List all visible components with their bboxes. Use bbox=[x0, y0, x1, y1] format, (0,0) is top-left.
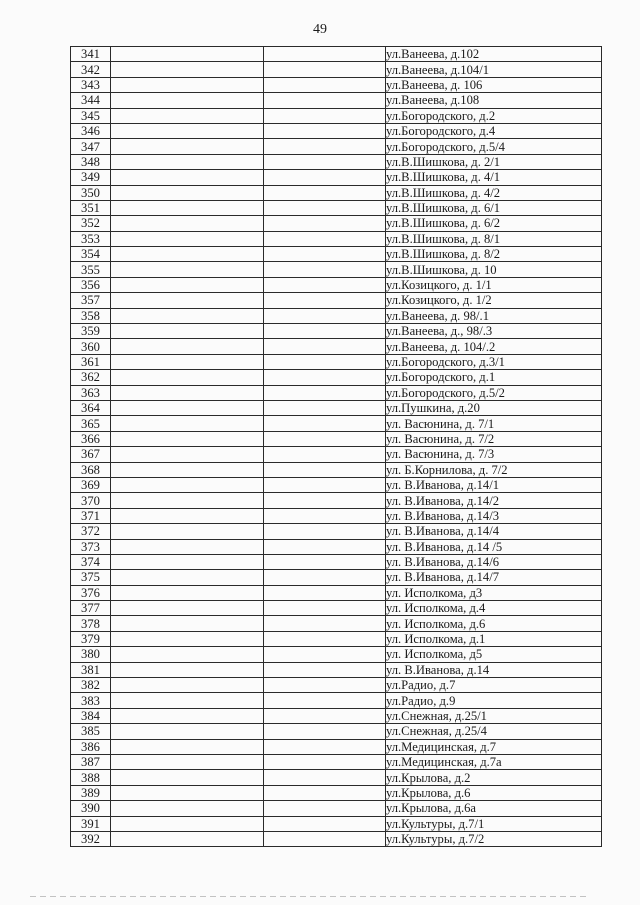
table-row bbox=[71, 354, 602, 369]
table-row bbox=[71, 554, 602, 569]
address-cell: ул. Исполкома, д3 bbox=[386, 585, 602, 600]
empty-cell bbox=[264, 754, 386, 769]
table-row bbox=[71, 693, 602, 708]
row-number: 346 bbox=[71, 123, 111, 138]
row-number: 342 bbox=[71, 62, 111, 77]
empty-cell bbox=[111, 708, 264, 723]
row-number: 369 bbox=[71, 477, 111, 492]
row-number: 341 bbox=[71, 47, 111, 62]
table-row bbox=[71, 47, 602, 62]
address-cell: ул.Культуры, д.7/1 bbox=[386, 816, 602, 831]
address-cell: ул.В.Шишкова, д. 8/1 bbox=[386, 231, 602, 246]
empty-cell bbox=[111, 616, 264, 631]
address-cell: ул. В.Иванова, д.14 /5 bbox=[386, 539, 602, 554]
row-number: 385 bbox=[71, 724, 111, 739]
empty-cell bbox=[264, 123, 386, 138]
row-number: 345 bbox=[71, 108, 111, 123]
empty-cell bbox=[264, 770, 386, 785]
empty-cell bbox=[111, 247, 264, 262]
empty-cell bbox=[264, 247, 386, 262]
address-cell: ул. В.Иванова, д.14/3 bbox=[386, 508, 602, 523]
empty-cell bbox=[111, 585, 264, 600]
address-table-body bbox=[71, 47, 602, 847]
table-row bbox=[71, 678, 602, 693]
table-row bbox=[71, 247, 602, 262]
address-cell: ул.Медицинская, д.7а bbox=[386, 754, 602, 769]
empty-cell bbox=[111, 93, 264, 108]
empty-cell bbox=[264, 524, 386, 539]
row-number: 371 bbox=[71, 508, 111, 523]
empty-cell bbox=[111, 493, 264, 508]
empty-cell bbox=[111, 647, 264, 662]
empty-cell bbox=[111, 308, 264, 323]
empty-cell bbox=[111, 231, 264, 246]
table-row bbox=[71, 816, 602, 831]
table-row bbox=[71, 277, 602, 292]
empty-cell bbox=[111, 631, 264, 646]
table-row bbox=[71, 647, 602, 662]
address-cell: ул. В.Иванова, д.14 bbox=[386, 662, 602, 677]
table-row bbox=[71, 339, 602, 354]
table-row bbox=[71, 123, 602, 138]
empty-cell bbox=[111, 739, 264, 754]
row-number: 365 bbox=[71, 416, 111, 431]
table-row bbox=[71, 585, 602, 600]
table-row bbox=[71, 308, 602, 323]
table-row bbox=[71, 708, 602, 723]
row-number: 366 bbox=[71, 431, 111, 446]
empty-cell bbox=[111, 601, 264, 616]
empty-cell bbox=[111, 339, 264, 354]
table-row bbox=[71, 93, 602, 108]
address-cell: ул. Б.Корнилова, д. 7/2 bbox=[386, 462, 602, 477]
empty-cell bbox=[111, 139, 264, 154]
address-cell: ул.В.Шишкова, д. 4/2 bbox=[386, 185, 602, 200]
empty-cell bbox=[111, 724, 264, 739]
table-row bbox=[71, 108, 602, 123]
empty-cell bbox=[264, 447, 386, 462]
address-cell: ул.Ванеева, д. 106 bbox=[386, 77, 602, 92]
address-cell: ул.Богородского, д.5/2 bbox=[386, 385, 602, 400]
address-cell: ул. В.Иванова, д.14/4 bbox=[386, 524, 602, 539]
empty-cell bbox=[111, 431, 264, 446]
empty-cell bbox=[264, 62, 386, 77]
empty-cell bbox=[264, 831, 386, 846]
row-number: 357 bbox=[71, 293, 111, 308]
empty-cell bbox=[264, 385, 386, 400]
table-row bbox=[71, 508, 602, 523]
empty-cell bbox=[111, 385, 264, 400]
table-row bbox=[71, 631, 602, 646]
row-number: 367 bbox=[71, 447, 111, 462]
empty-cell bbox=[111, 185, 264, 200]
empty-cell bbox=[264, 739, 386, 754]
row-number: 344 bbox=[71, 93, 111, 108]
table-row bbox=[71, 200, 602, 215]
row-number: 361 bbox=[71, 354, 111, 369]
empty-cell bbox=[264, 493, 386, 508]
address-cell: ул.Богородского, д.1 bbox=[386, 370, 602, 385]
empty-cell bbox=[264, 139, 386, 154]
address-cell: ул.Богородского, д.4 bbox=[386, 123, 602, 138]
empty-cell bbox=[264, 554, 386, 569]
empty-cell bbox=[264, 216, 386, 231]
address-cell: ул.Крылова, д.2 bbox=[386, 770, 602, 785]
empty-cell bbox=[264, 801, 386, 816]
empty-cell bbox=[111, 801, 264, 816]
table-row bbox=[71, 477, 602, 492]
empty-cell bbox=[264, 154, 386, 169]
empty-cell bbox=[264, 262, 386, 277]
empty-cell bbox=[264, 678, 386, 693]
empty-cell bbox=[264, 339, 386, 354]
address-cell: ул. Васюнина, д. 7/3 bbox=[386, 447, 602, 462]
empty-cell bbox=[111, 570, 264, 585]
address-cell: ул. Васюнина, д. 7/2 bbox=[386, 431, 602, 446]
empty-cell bbox=[264, 231, 386, 246]
empty-cell bbox=[264, 708, 386, 723]
row-number: 372 bbox=[71, 524, 111, 539]
row-number: 376 bbox=[71, 585, 111, 600]
empty-cell bbox=[264, 185, 386, 200]
empty-cell bbox=[264, 601, 386, 616]
address-cell: ул. В.Иванова, д.14/2 bbox=[386, 493, 602, 508]
scan-artifact-line bbox=[30, 896, 590, 897]
empty-cell bbox=[111, 539, 264, 554]
empty-cell bbox=[111, 47, 264, 62]
empty-cell bbox=[264, 354, 386, 369]
row-number: 362 bbox=[71, 370, 111, 385]
address-cell: ул.Богородского, д.3/1 bbox=[386, 354, 602, 369]
table-row bbox=[71, 231, 602, 246]
empty-cell bbox=[111, 324, 264, 339]
empty-cell bbox=[111, 108, 264, 123]
address-cell: ул.Снежная, д.25/1 bbox=[386, 708, 602, 723]
address-cell: ул.Ванеева, д. 98/.1 bbox=[386, 308, 602, 323]
table-row bbox=[71, 785, 602, 800]
empty-cell bbox=[264, 585, 386, 600]
empty-cell bbox=[111, 524, 264, 539]
empty-cell bbox=[111, 447, 264, 462]
table-row bbox=[71, 185, 602, 200]
address-cell: ул.В.Шишкова, д. 6/2 bbox=[386, 216, 602, 231]
row-number: 348 bbox=[71, 154, 111, 169]
empty-cell bbox=[111, 816, 264, 831]
empty-cell bbox=[264, 462, 386, 477]
empty-cell bbox=[264, 77, 386, 92]
empty-cell bbox=[111, 77, 264, 92]
empty-cell bbox=[111, 277, 264, 292]
empty-cell bbox=[111, 678, 264, 693]
row-number: 349 bbox=[71, 170, 111, 185]
row-number: 370 bbox=[71, 493, 111, 508]
table-row bbox=[71, 293, 602, 308]
empty-cell bbox=[264, 631, 386, 646]
row-number: 364 bbox=[71, 400, 111, 415]
empty-cell bbox=[264, 616, 386, 631]
empty-cell bbox=[111, 293, 264, 308]
table-row bbox=[71, 493, 602, 508]
empty-cell bbox=[264, 370, 386, 385]
empty-cell bbox=[111, 170, 264, 185]
row-number: 368 bbox=[71, 462, 111, 477]
empty-cell bbox=[111, 154, 264, 169]
table-row bbox=[71, 524, 602, 539]
empty-cell bbox=[111, 770, 264, 785]
address-table bbox=[70, 46, 602, 847]
empty-cell bbox=[111, 62, 264, 77]
empty-cell bbox=[264, 785, 386, 800]
empty-cell bbox=[264, 400, 386, 415]
address-cell: ул.Медицинская, д.7 bbox=[386, 739, 602, 754]
empty-cell bbox=[111, 693, 264, 708]
empty-cell bbox=[264, 508, 386, 523]
row-number: 347 bbox=[71, 139, 111, 154]
row-number: 387 bbox=[71, 754, 111, 769]
table-row bbox=[71, 262, 602, 277]
empty-cell bbox=[111, 554, 264, 569]
address-cell: ул.Радио, д.7 bbox=[386, 678, 602, 693]
address-cell: ул.Ванеева, д.102 bbox=[386, 47, 602, 62]
table-row bbox=[71, 154, 602, 169]
table-row bbox=[71, 400, 602, 415]
table-row bbox=[71, 416, 602, 431]
table-row bbox=[71, 739, 602, 754]
table-row bbox=[71, 216, 602, 231]
empty-cell bbox=[111, 416, 264, 431]
empty-cell bbox=[264, 308, 386, 323]
empty-cell bbox=[111, 262, 264, 277]
empty-cell bbox=[264, 416, 386, 431]
row-number: 343 bbox=[71, 77, 111, 92]
row-number: 378 bbox=[71, 616, 111, 631]
table-row bbox=[71, 662, 602, 677]
table-row bbox=[71, 77, 602, 92]
row-number: 391 bbox=[71, 816, 111, 831]
address-cell: ул. Исполкома, д.6 bbox=[386, 616, 602, 631]
row-number: 363 bbox=[71, 385, 111, 400]
address-cell: ул. В.Иванова, д.14/7 bbox=[386, 570, 602, 585]
table-row bbox=[71, 385, 602, 400]
empty-cell bbox=[264, 539, 386, 554]
empty-cell bbox=[264, 693, 386, 708]
empty-cell bbox=[264, 108, 386, 123]
row-number: 354 bbox=[71, 247, 111, 262]
empty-cell bbox=[264, 200, 386, 215]
address-cell: ул.В.Шишкова, д. 4/1 bbox=[386, 170, 602, 185]
table-row bbox=[71, 462, 602, 477]
row-number: 375 bbox=[71, 570, 111, 585]
address-cell: ул. Исполкома, д.1 bbox=[386, 631, 602, 646]
address-cell: ул. Исполкома, д5 bbox=[386, 647, 602, 662]
row-number: 373 bbox=[71, 539, 111, 554]
table-row bbox=[71, 447, 602, 462]
empty-cell bbox=[264, 170, 386, 185]
address-cell: ул.Ванеева, д.108 bbox=[386, 93, 602, 108]
empty-cell bbox=[111, 123, 264, 138]
row-number: 388 bbox=[71, 770, 111, 785]
row-number: 379 bbox=[71, 631, 111, 646]
empty-cell bbox=[111, 831, 264, 846]
address-cell: ул.Снежная, д.25/4 bbox=[386, 724, 602, 739]
table-row bbox=[71, 616, 602, 631]
table-row bbox=[71, 801, 602, 816]
empty-cell bbox=[111, 216, 264, 231]
table-row bbox=[71, 370, 602, 385]
table-row bbox=[71, 601, 602, 616]
empty-cell bbox=[264, 816, 386, 831]
empty-cell bbox=[111, 754, 264, 769]
address-cell: ул.В.Шишкова, д. 2/1 bbox=[386, 154, 602, 169]
empty-cell bbox=[264, 93, 386, 108]
row-number: 390 bbox=[71, 801, 111, 816]
empty-cell bbox=[111, 354, 264, 369]
empty-cell bbox=[111, 462, 264, 477]
row-number: 374 bbox=[71, 554, 111, 569]
row-number: 350 bbox=[71, 185, 111, 200]
empty-cell bbox=[264, 277, 386, 292]
empty-cell bbox=[111, 400, 264, 415]
address-cell: ул.Крылова, д.6 bbox=[386, 785, 602, 800]
row-number: 389 bbox=[71, 785, 111, 800]
address-cell: ул.Культуры, д.7/2 bbox=[386, 831, 602, 846]
empty-cell bbox=[111, 662, 264, 677]
page-number: 49 bbox=[313, 22, 327, 37]
address-cell: ул.Козицкого, д. 1/2 bbox=[386, 293, 602, 308]
row-number: 384 bbox=[71, 708, 111, 723]
table-row bbox=[71, 431, 602, 446]
row-number: 359 bbox=[71, 324, 111, 339]
row-number: 381 bbox=[71, 662, 111, 677]
empty-cell bbox=[264, 293, 386, 308]
table-row bbox=[71, 754, 602, 769]
address-cell: ул. В.Иванова, д.14/6 bbox=[386, 554, 602, 569]
table-row bbox=[71, 539, 602, 554]
address-cell: ул.В.Шишкова, д. 8/2 bbox=[386, 247, 602, 262]
address-cell: ул.Ванеева, д.104/1 bbox=[386, 62, 602, 77]
address-cell: ул.Козицкого, д. 1/1 bbox=[386, 277, 602, 292]
empty-cell bbox=[264, 662, 386, 677]
row-number: 358 bbox=[71, 308, 111, 323]
address-cell: ул. Исполкома, д.4 bbox=[386, 601, 602, 616]
row-number: 383 bbox=[71, 693, 111, 708]
address-cell: ул.В.Шишкова, д. 6/1 bbox=[386, 200, 602, 215]
address-cell: ул.Богородского, д.2 bbox=[386, 108, 602, 123]
address-cell: ул.Пушкина, д.20 bbox=[386, 400, 602, 415]
table-row bbox=[71, 324, 602, 339]
row-number: 380 bbox=[71, 647, 111, 662]
empty-cell bbox=[111, 785, 264, 800]
empty-cell bbox=[264, 647, 386, 662]
table-row bbox=[71, 62, 602, 77]
empty-cell bbox=[264, 477, 386, 492]
table-row bbox=[71, 724, 602, 739]
empty-cell bbox=[264, 431, 386, 446]
empty-cell bbox=[111, 508, 264, 523]
empty-cell bbox=[111, 370, 264, 385]
table-row bbox=[71, 570, 602, 585]
address-cell: ул. В.Иванова, д.14/1 bbox=[386, 477, 602, 492]
row-number: 360 bbox=[71, 339, 111, 354]
row-number: 353 bbox=[71, 231, 111, 246]
table-row bbox=[71, 770, 602, 785]
row-number: 351 bbox=[71, 200, 111, 215]
empty-cell bbox=[264, 570, 386, 585]
address-cell: ул.Ванеева, д., 98/.3 bbox=[386, 324, 602, 339]
empty-cell bbox=[264, 47, 386, 62]
row-number: 355 bbox=[71, 262, 111, 277]
table-row bbox=[71, 831, 602, 846]
row-number: 382 bbox=[71, 678, 111, 693]
table-row bbox=[71, 139, 602, 154]
empty-cell bbox=[111, 477, 264, 492]
address-cell: ул.Крылова, д.6а bbox=[386, 801, 602, 816]
row-number: 377 bbox=[71, 601, 111, 616]
address-cell: ул.В.Шишкова, д. 10 bbox=[386, 262, 602, 277]
empty-cell bbox=[264, 724, 386, 739]
address-cell: ул. Васюнина, д. 7/1 bbox=[386, 416, 602, 431]
row-number: 352 bbox=[71, 216, 111, 231]
row-number: 392 bbox=[71, 831, 111, 846]
address-cell: ул.Богородского, д.5/4 bbox=[386, 139, 602, 154]
row-number: 386 bbox=[71, 739, 111, 754]
empty-cell bbox=[111, 200, 264, 215]
empty-cell bbox=[264, 324, 386, 339]
address-cell: ул.Ванеева, д. 104/.2 bbox=[386, 339, 602, 354]
address-cell: ул.Радио, д.9 bbox=[386, 693, 602, 708]
table-row bbox=[71, 170, 602, 185]
row-number: 356 bbox=[71, 277, 111, 292]
